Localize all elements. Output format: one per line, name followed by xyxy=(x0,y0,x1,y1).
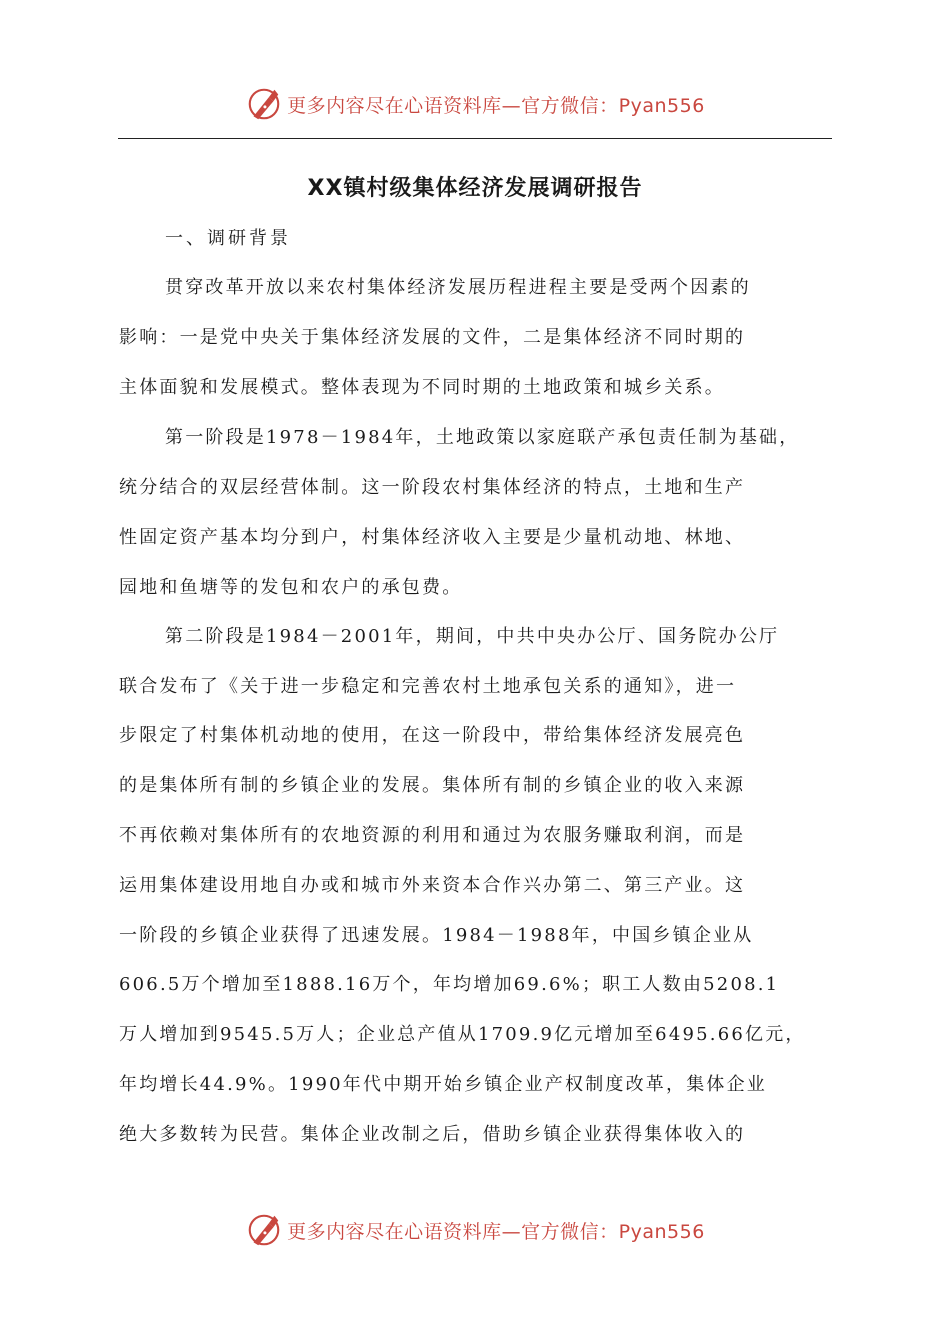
watermark-text: 更多内容尽在心语资料库—官方微信：Pyan556 xyxy=(287,1220,705,1243)
paragraph-line: 主体面貌和发展模式。整体表现为不同时期的土地政策和城乡关系。 xyxy=(119,377,725,398)
paragraph-line: 贯穿改革开放以来农村集体经济发展历程进程主要是受两个因素的 xyxy=(165,277,751,298)
paragraph-line: 606.5万个增加至1888.16万个，年均增加69.6%；职工人数由5208.1 xyxy=(119,974,780,995)
watermark-text: 更多内容尽在心语资料库—官方微信：Pyan556 xyxy=(287,94,705,117)
paragraph-line: 运用集体建设用地自办或和城市外来资本合作兴办第二、第三产业。这 xyxy=(119,875,746,896)
pen-nib-logo-icon xyxy=(245,1211,283,1249)
document-title: XX镇村级集体经济发展调研报告 xyxy=(307,176,643,201)
paragraph-line: 的是集体所有制的乡镇企业的发展。集体所有制的乡镇企业的收入来源 xyxy=(119,775,746,796)
header-divider xyxy=(118,138,832,139)
paragraph-line: 年均增长44.9%。1990年代中期开始乡镇企业产权制度改革，集体企业 xyxy=(119,1074,767,1095)
paragraph-line: 万人增加到9545.5万人；企业总产值从1709.9亿元增加至6495.66亿元， xyxy=(119,1024,806,1045)
paragraph-line: 第一阶段是1978－1984年，土地政策以家庭联产承包责任制为基础， xyxy=(165,427,800,448)
paragraph-line: 一阶段的乡镇企业获得了迅速发展。1984－1988年，中国乡镇企业从 xyxy=(119,925,754,946)
paragraph-line: 步限定了村集体机动地的使用，在这一阶段中，带给集体经济发展亮色 xyxy=(119,725,746,746)
pen-nib-logo-icon xyxy=(245,85,283,123)
paragraph-line: 第二阶段是1984－2001年，期间，中共中央办公厅、国务院办公厅 xyxy=(165,626,780,647)
paragraph-line: 绝大多数转为民营。集体企业改制之后，借助乡镇企业获得集体收入的 xyxy=(119,1124,746,1145)
paragraph-line: 性固定资产基本均分到户，村集体经济收入主要是少量机动地、林地、 xyxy=(119,527,746,548)
header-watermark xyxy=(0,84,950,124)
footer-watermark xyxy=(0,1210,950,1250)
section-heading: 一、调研背景 xyxy=(165,228,291,249)
paragraph-line: 园地和鱼塘等的发包和农户的承包费。 xyxy=(119,577,463,598)
paragraph-line: 联合发布了《关于进一步稳定和完善农村土地承包关系的通知》，进一 xyxy=(119,676,737,697)
paragraph-line: 统分结合的双层经营体制。这一阶段农村集体经济的特点，土地和生产 xyxy=(119,477,746,498)
paragraph-line: 影响：一是党中央关于集体经济发展的文件，二是集体经济不同时期的 xyxy=(119,327,746,348)
paragraph-line: 不再依赖对集体所有的农地资源的利用和通过为农服务赚取利润，而是 xyxy=(119,825,746,846)
